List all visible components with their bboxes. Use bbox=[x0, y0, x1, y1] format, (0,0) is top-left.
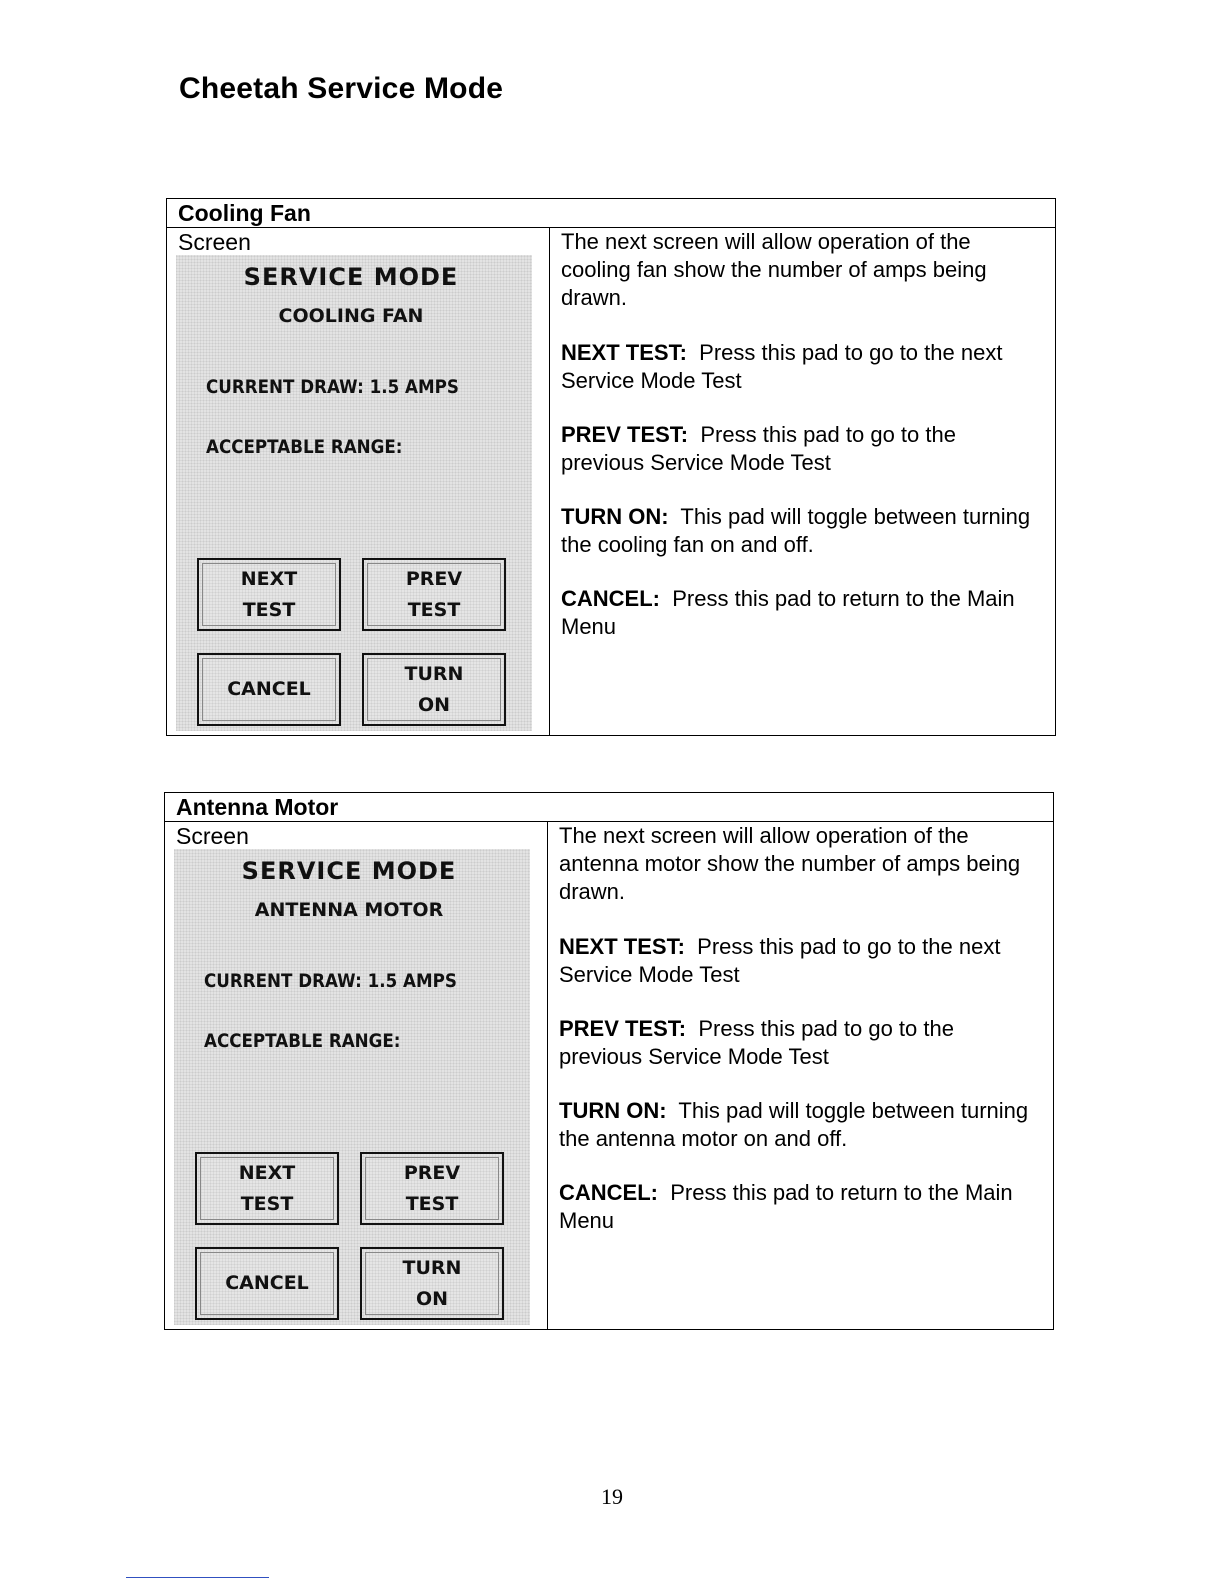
item-desc: This pad will toggle between turning the cooling fan on and off. bbox=[561, 504, 1031, 557]
description-column bbox=[550, 228, 1055, 735]
description-column bbox=[548, 822, 1053, 1329]
prev-test-button[interactable] bbox=[362, 558, 506, 631]
button-label-line: ON bbox=[415, 1287, 449, 1310]
section-intro: The next screen will allow operation of the cooling fan show the number of amps being drawn. bbox=[561, 229, 987, 310]
description-item bbox=[559, 1015, 1043, 1071]
button-label-line: PREV bbox=[405, 567, 463, 590]
section-intro: The next screen will allow operation of the antenna motor show the number of amps being drawn. bbox=[559, 823, 1021, 904]
item-term: TURN ON: bbox=[559, 1098, 667, 1123]
item-desc: Press this pad to go to the next Service Mode Test bbox=[559, 934, 1001, 987]
button-label-line: TEST bbox=[405, 1192, 459, 1215]
description-item bbox=[561, 421, 1045, 477]
description-item bbox=[559, 1179, 1043, 1235]
button-label-line: TEST bbox=[242, 598, 296, 621]
description-item bbox=[559, 1097, 1043, 1153]
screen-column bbox=[167, 228, 550, 735]
item-desc: Press this pad to return to the Main Menu bbox=[561, 586, 1015, 639]
cancel-button[interactable] bbox=[195, 1247, 339, 1320]
footer-rule bbox=[126, 1577, 269, 1578]
item-term: TURN ON: bbox=[561, 504, 669, 529]
item-desc: Press this pad to go to the previous Service Mode Test bbox=[559, 1016, 954, 1069]
section-heading: Antenna Motor bbox=[165, 793, 1053, 822]
button-label-line: PREV bbox=[403, 1161, 461, 1184]
button-label-line: ON bbox=[417, 693, 451, 716]
page-number: 19 bbox=[601, 1484, 623, 1509]
lcd-acceptable-range: ACCEPTABLE RANGE: bbox=[206, 436, 403, 458]
item-desc: Press this pad to go to the previous Service Mode Test bbox=[561, 422, 956, 475]
button-label-line: TEST bbox=[240, 1192, 294, 1215]
lcd-current-draw: CURRENT DRAW: 1.5 AMPS bbox=[204, 970, 457, 992]
lcd-screen-image bbox=[176, 255, 532, 731]
screen-label: Screen bbox=[178, 229, 251, 255]
section-cooling-fan bbox=[166, 198, 1056, 736]
button-label: CANCEL bbox=[227, 678, 311, 700]
item-term: CANCEL: bbox=[559, 1180, 658, 1205]
next-test-button[interactable] bbox=[197, 558, 341, 631]
button-label: CANCEL bbox=[225, 1272, 309, 1294]
item-term: PREV TEST: bbox=[559, 1016, 687, 1041]
description-item bbox=[561, 585, 1045, 641]
button-label-line: TURN bbox=[404, 662, 464, 685]
page-title: Cheetah Service Mode bbox=[179, 72, 504, 105]
item-term: CANCEL: bbox=[561, 586, 660, 611]
item-desc: Press this pad to return to the Main Menu bbox=[559, 1180, 1013, 1233]
section-heading: Cooling Fan bbox=[167, 199, 1055, 228]
next-test-button[interactable] bbox=[195, 1152, 339, 1225]
prev-test-button[interactable] bbox=[360, 1152, 504, 1225]
description-item bbox=[561, 503, 1045, 559]
item-desc: This pad will toggle between turning the antenna motor on and off. bbox=[559, 1098, 1029, 1151]
screen-label: Screen bbox=[176, 823, 249, 849]
lcd-current-draw: CURRENT DRAW: 1.5 AMPS bbox=[206, 376, 459, 398]
turn-on-button[interactable] bbox=[360, 1247, 504, 1320]
lcd-subtitle: ANTENNA MOTOR bbox=[254, 899, 444, 921]
turn-on-button[interactable] bbox=[362, 653, 506, 726]
item-term: NEXT TEST: bbox=[559, 934, 685, 959]
lcd-screen-image bbox=[174, 849, 530, 1325]
lcd-subtitle: COOLING FAN bbox=[278, 305, 424, 327]
section-antenna-motor bbox=[164, 792, 1054, 1330]
item-term: NEXT TEST: bbox=[561, 340, 687, 365]
description-item bbox=[559, 933, 1043, 989]
button-label-line: TEST bbox=[407, 598, 461, 621]
button-label-line: NEXT bbox=[238, 1161, 296, 1184]
button-label-line: NEXT bbox=[240, 567, 298, 590]
description-item bbox=[561, 339, 1045, 395]
cancel-button[interactable] bbox=[197, 653, 341, 726]
lcd-title: SERVICE MODE bbox=[243, 263, 459, 291]
button-label-line: TURN bbox=[402, 1256, 462, 1279]
screen-column bbox=[165, 822, 548, 1329]
item-desc: Press this pad to go to the next Service Mode Test bbox=[561, 340, 1003, 393]
lcd-acceptable-range: ACCEPTABLE RANGE: bbox=[204, 1030, 401, 1052]
item-term: PREV TEST: bbox=[561, 422, 689, 447]
lcd-title: SERVICE MODE bbox=[241, 857, 457, 885]
